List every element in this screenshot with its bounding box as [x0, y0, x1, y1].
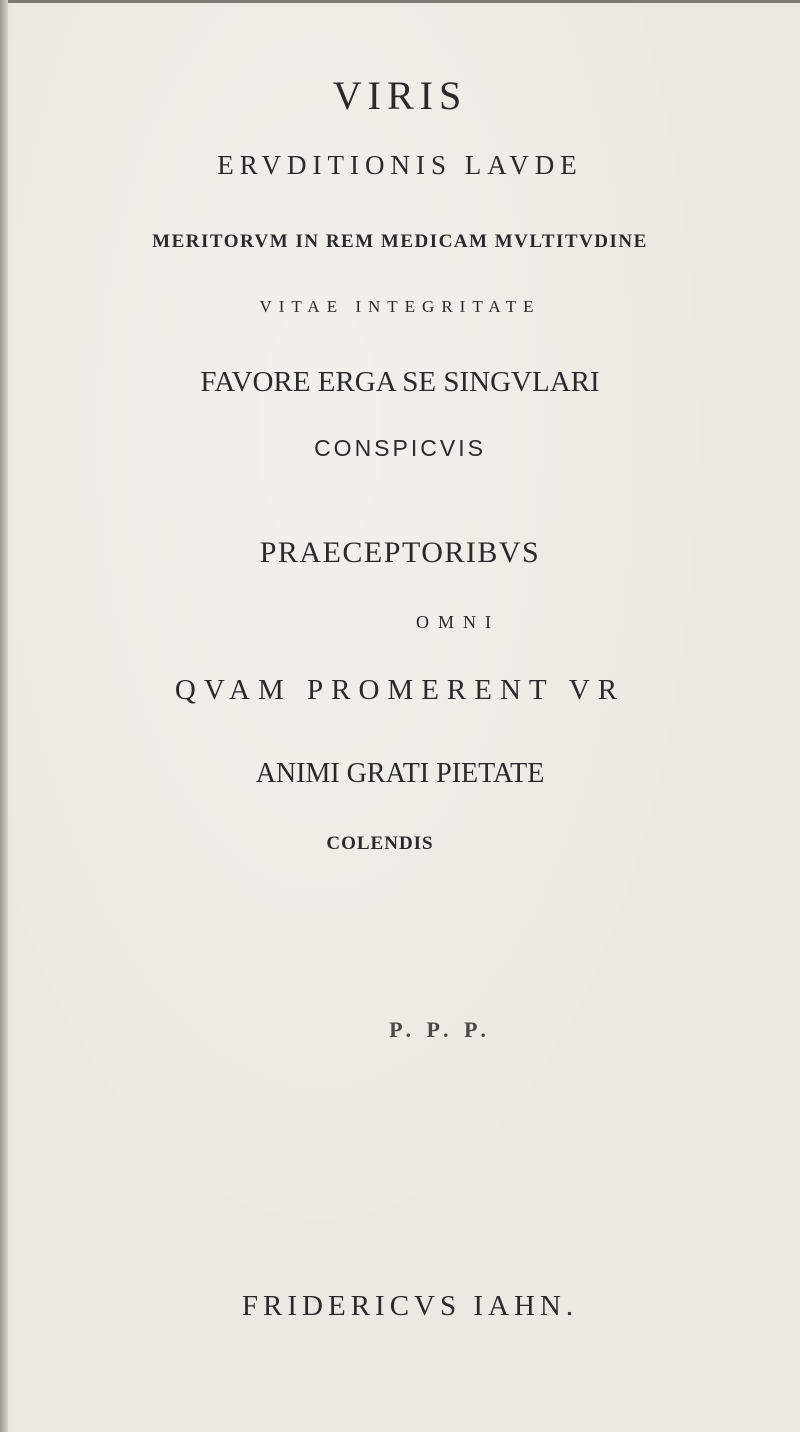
line-praeceptoribus: PRAECEPTORIBVS	[259, 536, 541, 569]
line-ppp: P. P. P.	[389, 1017, 491, 1042]
line-conspicuis: CONSPICVIS	[314, 435, 486, 461]
line-animi: ANIMI GRATI PIETATE	[255, 758, 545, 789]
line-vitae: VITAE INTEGRITATE	[259, 297, 541, 316]
heading-viris: VIRIS	[332, 73, 468, 118]
line-meritorum: MERITORVM IN REM MEDICAM MVLTITVDINE	[152, 231, 648, 252]
line-eruditionis: ERVDITIONIS LAVDE	[217, 150, 583, 180]
binding-edge	[0, 0, 8, 1432]
line-favore: FAVORE ERGA SE SINGVLARI	[200, 366, 600, 398]
line-quam: QVAM PROMERENT VR	[174, 674, 626, 706]
author-name: FRIDERICVS IAHN.	[241, 1290, 579, 1322]
line-omni: OMNI	[416, 612, 500, 632]
line-colendis: COLENDIS	[326, 833, 434, 854]
top-edge	[0, 0, 800, 3]
